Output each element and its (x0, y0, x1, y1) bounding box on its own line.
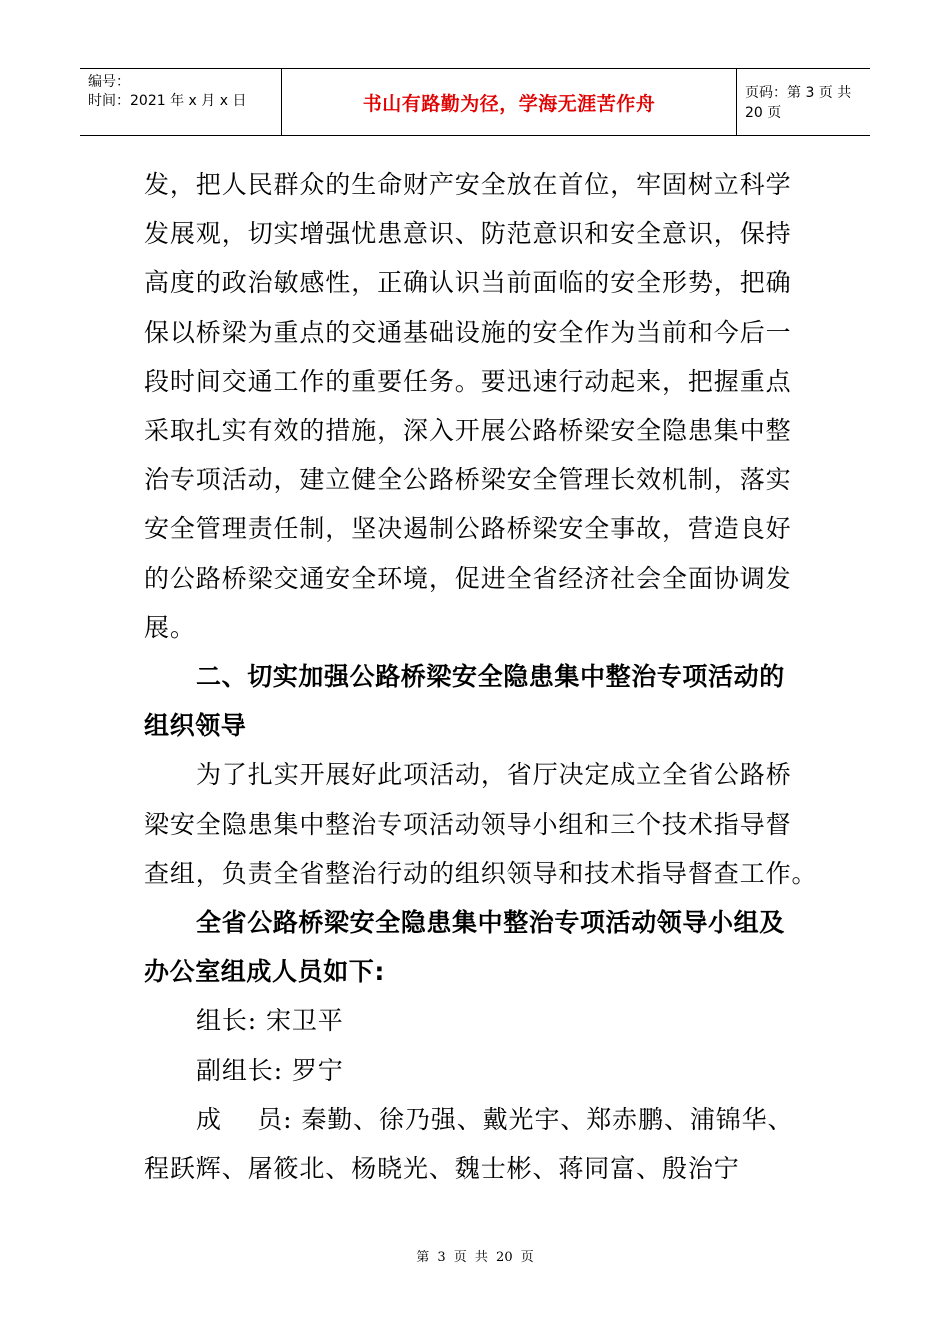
document-number-label: 编号： (88, 74, 130, 90)
bold-paragraph: 全省公路桥梁安全隐患集中整治专项活动领导小组及 (196, 908, 785, 938)
body-line: 发，把人民群众的生命财产安全放在首位，牢固树立科学 (144, 170, 792, 199)
body-line: 展。 (144, 612, 196, 642)
document-time-label: 时间：2021 年 x 月 x 日 (88, 93, 247, 109)
body-line: 的公路桥梁交通安全环境，促进全省经济社会全面协调发 (144, 563, 792, 593)
members-line: 成 员: 秦勤、徐乃强、戴光宇、郑赤鹏、浦锦华、 (196, 1104, 794, 1134)
leader-line: 组长: 宋卫平 (196, 1006, 344, 1036)
body-line: 发展观，切实增强忧患意识、防范意识和安全意识，保持 (144, 219, 792, 249)
document-body (144, 160, 818, 1193)
section-heading-cont: 组织领导 (144, 711, 247, 741)
bold-paragraph-cont: 办公室组成人员如下: (144, 957, 385, 987)
body-line: 段时间交通工作的重要任务。要迅速行动起来，把握重点 (144, 366, 792, 396)
section-heading: 二、切实加强公路桥梁安全隐患集中整治专项活动的 (196, 662, 785, 692)
header-motto: 书山有路勤为径，学海无涯苦作舟 (362, 92, 656, 115)
body-line: 梁安全隐患集中整治专项活动领导小组和三个技术指导督 (144, 809, 792, 839)
body-line: 高度的政治敏感性，正确认识当前面临的安全形势，把确 (144, 268, 792, 298)
body-line: 为了扎实开展好此项活动，省厅决定成立全省公路桥 (196, 760, 792, 790)
body-line: 治专项活动，建立健全公路桥梁安全管理长效机制，落实 (144, 465, 792, 495)
body-line: 保以桥梁为重点的交通基础设施的安全作为当前和今后一 (144, 317, 792, 347)
header-page-cell (737, 69, 870, 135)
body-line: 采取扎实有效的措施，深入开展公路桥梁安全隐患集中整 (144, 416, 792, 446)
members-line: 程跃辉、屠筱北、杨晓光、魏士彬、蒋同富、殷治宁 (144, 1154, 740, 1184)
header-page-number: 页码：第 3 页 共 20 页 (745, 85, 852, 121)
page-header (80, 68, 870, 136)
header-motto-cell (282, 69, 737, 135)
header-info-cell (80, 69, 282, 135)
body-line: 安全管理责任制，坚决遏制公路桥梁安全事故，营造良好 (144, 514, 792, 544)
page-footer: 第 3 页 共 20 页 (416, 1250, 534, 1265)
body-line: 查组，负责全省整治行动的组织领导和技术指导督查工作。 (144, 858, 818, 888)
vice-leader-line: 副组长: 罗宁 (196, 1055, 344, 1085)
